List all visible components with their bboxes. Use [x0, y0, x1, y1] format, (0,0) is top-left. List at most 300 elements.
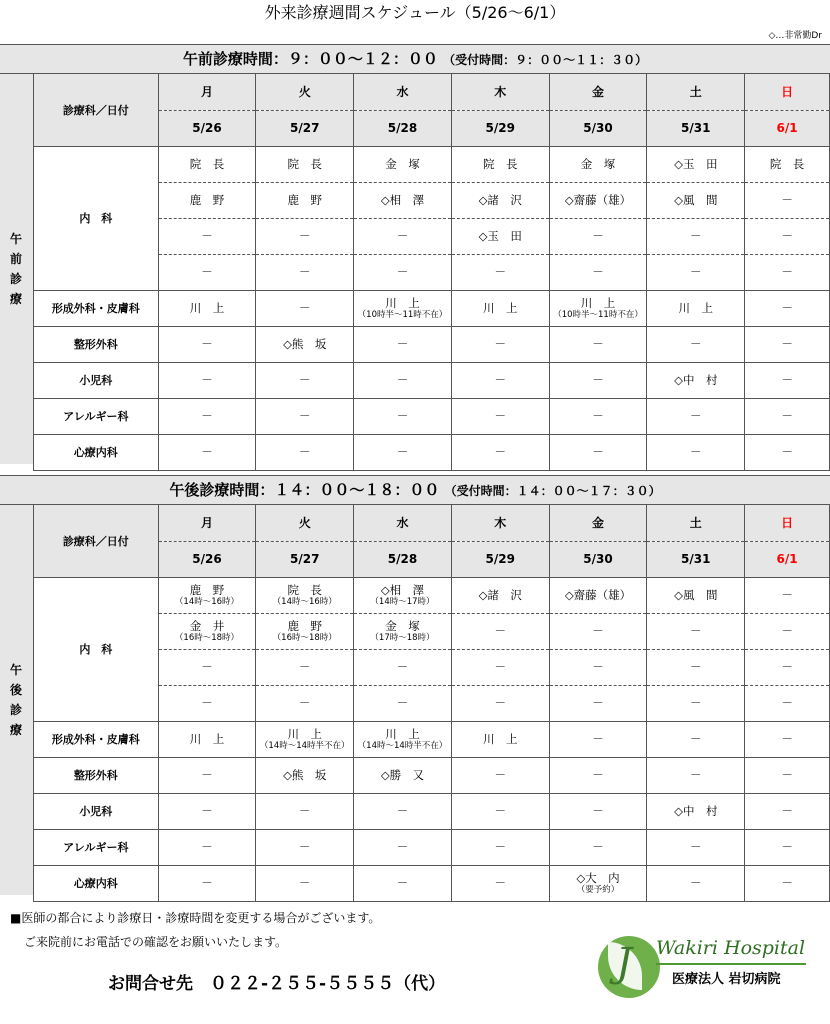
morning-side-char: 午	[9, 232, 23, 246]
schedule-cell	[745, 865, 830, 901]
schedule-cell	[745, 649, 830, 685]
date-header: 5/29	[451, 110, 549, 146]
doctor-name: 金 井	[189, 618, 225, 633]
schedule-cell	[354, 721, 452, 757]
morning-side-text	[0, 229, 33, 309]
doctor-name: －	[592, 660, 604, 674]
doctor-name: 金 塚	[385, 618, 420, 633]
doctor-name: －	[690, 445, 702, 459]
schedule-cell	[647, 362, 745, 398]
schedule-cell	[745, 326, 830, 362]
doctor-name: 院 長	[769, 157, 805, 171]
dept-date-header: 診療科／日付	[34, 505, 159, 577]
hours-note: （10時半〜11時不在）	[357, 309, 448, 320]
doctor-name: －	[299, 660, 311, 674]
schedule-cell	[451, 362, 549, 398]
hours-note: （10時半〜11時不在）	[553, 309, 643, 320]
schedule-cell	[256, 793, 354, 829]
schedule-cell	[647, 793, 745, 829]
doctor-name: －	[690, 265, 702, 279]
schedule-cell	[745, 254, 830, 290]
doctor-name: ◇玉 田	[674, 157, 718, 171]
schedule-cell	[158, 398, 256, 434]
date-header: 5/27	[256, 541, 354, 577]
hours-note: （14時〜16時）	[174, 596, 240, 607]
table-row	[34, 434, 830, 470]
afternoon-side-char: 後	[9, 683, 23, 697]
contact-phone: お問合せ先 ０２２-２５５-５５５５（代）	[108, 974, 446, 994]
doctor-name: ◇大 内	[576, 870, 620, 885]
schedule-cell	[451, 793, 549, 829]
schedule-cell	[354, 182, 452, 218]
doctor-name: －	[781, 660, 793, 674]
doctor-name: 川 上	[678, 301, 714, 315]
schedule-cell	[354, 577, 452, 613]
schedule-cell	[354, 434, 452, 470]
date-header: 5/31	[647, 110, 745, 146]
doctor-name: 院 長	[189, 157, 225, 171]
schedule-cell	[745, 182, 830, 218]
logo-letter: J	[616, 940, 633, 986]
doctor-name: －	[781, 696, 793, 710]
schedule-cell	[549, 829, 647, 865]
schedule-cell	[549, 721, 647, 757]
schedule-cell	[256, 326, 354, 362]
afternoon-schedule-table	[33, 505, 830, 902]
doctor-name: －	[201, 696, 213, 710]
doctor-name: ◇相 澤	[380, 582, 425, 597]
morning-hours-text: 午前診療時間：９：００〜１２：００	[182, 50, 438, 68]
doctor-name: －	[396, 337, 409, 351]
schedule-cell	[451, 613, 549, 649]
doctor-name: －	[781, 229, 793, 243]
schedule-cell	[158, 434, 256, 470]
table-row	[34, 829, 830, 865]
doctor-name: －	[592, 840, 604, 854]
doctor-name: －	[592, 373, 604, 387]
table-row	[34, 757, 830, 793]
day-header: 金	[549, 505, 647, 541]
doctor-name: －	[201, 445, 213, 459]
doctor-name: －	[781, 732, 793, 746]
schedule-cell	[647, 685, 745, 721]
dept-label: 内 科	[34, 577, 159, 721]
dept-label: 心療内科	[34, 434, 159, 470]
schedule-cell	[451, 829, 549, 865]
schedule-cell	[451, 218, 549, 254]
schedule-cell	[354, 362, 452, 398]
table-row	[34, 793, 830, 829]
doctor-name: －	[690, 624, 702, 638]
doctor-name: －	[690, 768, 702, 782]
schedule-cell	[451, 434, 549, 470]
table-row	[34, 146, 830, 182]
footer-notice-2: ご来院前にお電話での確認をお願いいたします。	[24, 935, 288, 949]
schedule-cell	[354, 254, 452, 290]
schedule-cell	[549, 290, 647, 326]
date-header: 5/27	[256, 110, 354, 146]
schedule-cell	[451, 865, 549, 901]
schedule-cell	[256, 721, 354, 757]
morning-header-days	[34, 74, 830, 110]
schedule-cell	[256, 218, 354, 254]
hours-note: （14時〜14時半不在）	[259, 740, 350, 751]
doctor-name: 川 上	[189, 732, 225, 746]
doctor-name: －	[781, 624, 793, 638]
doctor-name: ◇風 間	[674, 588, 718, 602]
doctor-name: 川 上	[189, 301, 225, 315]
doctor-name: －	[690, 660, 702, 674]
doctor-name: ◇諸 沢	[478, 193, 522, 207]
doctor-name: －	[592, 624, 604, 638]
schedule-cell	[158, 254, 256, 290]
doctor-name: 川 上	[580, 295, 616, 310]
day-header: 日	[745, 74, 830, 110]
doctor-name: 川 上	[385, 295, 420, 310]
dept-label: 形成外科・皮膚科	[34, 721, 159, 757]
schedule-cell	[158, 649, 256, 685]
doctor-name: －	[781, 588, 793, 602]
doctor-name: 院 長	[287, 157, 322, 171]
doctor-name: 川 上	[483, 732, 518, 746]
doctor-name: －	[299, 840, 311, 854]
schedule-cell	[256, 398, 354, 434]
doctor-name: －	[201, 768, 213, 782]
doctor-name: －	[396, 696, 409, 710]
schedule-cell	[647, 398, 745, 434]
dept-label: アレルギー科	[34, 829, 159, 865]
doctor-name: －	[781, 445, 793, 459]
doctor-name: －	[494, 660, 506, 674]
schedule-cell	[549, 685, 647, 721]
schedule-cell	[647, 577, 745, 613]
doctor-name: ◇玉 田	[478, 229, 522, 243]
afternoon-side-label	[0, 505, 34, 895]
table-row	[34, 398, 830, 434]
day-header: 木	[451, 505, 549, 541]
doctor-name: －	[781, 409, 793, 423]
afternoon-header-days	[34, 505, 830, 541]
doctor-name: 鹿 野	[189, 193, 225, 207]
doctor-name: 鹿 野	[287, 618, 322, 633]
schedule-cell	[354, 829, 452, 865]
schedule-cell	[451, 398, 549, 434]
afternoon-schedule-section	[0, 475, 830, 895]
date-header: 6/1	[745, 541, 830, 577]
day-header: 月	[158, 505, 256, 541]
schedule-cell	[354, 613, 452, 649]
day-header: 月	[158, 74, 256, 110]
doctor-name: －	[781, 337, 793, 351]
doctor-name: －	[299, 373, 311, 387]
schedule-cell	[158, 146, 256, 182]
date-header: 5/26	[158, 541, 256, 577]
doctor-name: －	[592, 445, 604, 459]
doctor-name: －	[396, 409, 409, 423]
date-header: 5/28	[354, 541, 452, 577]
doctor-name: －	[299, 409, 311, 423]
doctor-name: －	[299, 265, 311, 279]
doctor-name: －	[299, 804, 311, 818]
doctor-name: －	[201, 660, 213, 674]
doctor-name: 川 上	[287, 726, 322, 741]
morning-side-label	[0, 74, 34, 464]
dept-label: 整形外科	[34, 757, 159, 793]
doctor-name: －	[494, 373, 506, 387]
doctor-name: －	[201, 265, 213, 279]
day-header: 火	[256, 505, 354, 541]
schedule-cell	[256, 146, 354, 182]
doctor-name: －	[396, 373, 409, 387]
schedule-cell	[451, 326, 549, 362]
schedule-cell	[647, 254, 745, 290]
doctor-name: －	[494, 409, 506, 423]
doctor-name: －	[690, 409, 702, 423]
schedule-cell	[549, 649, 647, 685]
schedule-cell	[158, 362, 256, 398]
schedule-cell	[647, 290, 745, 326]
dept-label: アレルギー科	[34, 398, 159, 434]
doctor-name: －	[396, 265, 409, 279]
doctor-name: －	[201, 373, 213, 387]
schedule-cell	[158, 613, 256, 649]
schedule-cell	[549, 326, 647, 362]
schedule-cell	[549, 146, 647, 182]
doctor-name: 鹿 野	[287, 193, 322, 207]
afternoon-side-char: 療	[9, 723, 23, 737]
dept-label: 整形外科	[34, 326, 159, 362]
doctor-name: －	[690, 337, 702, 351]
dept-label: 形成外科・皮膚科	[34, 290, 159, 326]
doctor-name: －	[299, 696, 311, 710]
doctor-name: ◇熊 坂	[283, 768, 327, 782]
schedule-cell	[451, 146, 549, 182]
schedule-cell	[745, 757, 830, 793]
schedule-cell	[647, 721, 745, 757]
doctor-name: －	[201, 229, 213, 243]
doctor-name: －	[592, 696, 604, 710]
doctor-name: 鹿 野	[189, 582, 225, 597]
hours-note: （14時〜14時半不在）	[357, 740, 448, 751]
doctor-name: －	[396, 840, 409, 854]
day-header: 金	[549, 74, 647, 110]
schedule-cell	[549, 793, 647, 829]
doctor-name: －	[299, 229, 311, 243]
afternoon-side-char: 診	[9, 703, 23, 717]
schedule-cell	[354, 649, 452, 685]
footer-notice: ■医師の都合により診療日・診療時間を変更する場合がございます。	[10, 911, 381, 925]
doctor-name: －	[396, 804, 409, 818]
hours-note: （14時〜16時）	[272, 596, 337, 607]
day-header: 水	[354, 505, 452, 541]
doctor-name: －	[201, 804, 213, 818]
doctor-name: －	[690, 696, 702, 710]
schedule-cell	[158, 218, 256, 254]
schedule-cell	[256, 865, 354, 901]
schedule-cell	[647, 218, 745, 254]
schedule-cell	[256, 829, 354, 865]
schedule-cell	[256, 362, 354, 398]
legend-note: ◇…非常勤Dr	[768, 31, 822, 41]
doctor-name: 川 上	[385, 726, 420, 741]
doctor-name: －	[592, 768, 604, 782]
schedule-cell	[745, 613, 830, 649]
schedule-cell	[647, 865, 745, 901]
table-row	[34, 721, 830, 757]
afternoon-side-text	[0, 660, 33, 740]
dept-label: 小児科	[34, 362, 159, 398]
schedule-cell	[158, 182, 256, 218]
schedule-cell	[256, 613, 354, 649]
schedule-cell	[158, 326, 256, 362]
doctor-name: －	[201, 840, 213, 854]
day-header: 日	[745, 505, 830, 541]
afternoon-hours-banner	[0, 476, 830, 505]
schedule-cell	[647, 649, 745, 685]
doctor-name: －	[494, 696, 506, 710]
schedule-cell	[158, 721, 256, 757]
schedule-cell	[549, 398, 647, 434]
date-header: 5/31	[647, 541, 745, 577]
schedule-cell	[256, 182, 354, 218]
table-row	[34, 362, 830, 398]
day-header: 火	[256, 74, 354, 110]
doctor-name: －	[690, 876, 702, 890]
doctor-name: －	[592, 229, 604, 243]
date-header: 5/26	[158, 110, 256, 146]
day-header: 水	[354, 74, 452, 110]
schedule-cell	[354, 398, 452, 434]
schedule-cell	[745, 218, 830, 254]
doctor-name: －	[592, 409, 604, 423]
doctor-name: －	[781, 301, 793, 315]
hours-note: （14時〜17時）	[370, 596, 435, 607]
doctor-name: －	[781, 265, 793, 279]
dept-label: 小児科	[34, 793, 159, 829]
doctor-name: －	[396, 229, 409, 243]
date-header: 5/30	[549, 541, 647, 577]
page-title: 外来診療週間スケジュール（5/26〜6/1）	[264, 3, 566, 22]
schedule-cell	[256, 577, 354, 613]
doctor-name: －	[494, 337, 506, 351]
schedule-cell	[158, 865, 256, 901]
schedule-cell	[451, 577, 549, 613]
schedule-cell	[158, 793, 256, 829]
doctor-name: －	[494, 804, 506, 818]
morning-schedule-table	[33, 74, 830, 471]
doctor-name: ◇齋藤（雄）	[564, 193, 632, 207]
schedule-cell	[256, 685, 354, 721]
schedule-cell	[549, 182, 647, 218]
schedule-cell	[158, 577, 256, 613]
doctor-name: ◇勝 又	[380, 768, 425, 782]
morning-reception-text: （受付時間：９：００〜１１：３０）	[443, 53, 648, 67]
doctor-name: －	[690, 840, 702, 854]
schedule-cell	[647, 326, 745, 362]
schedule-cell	[354, 757, 452, 793]
doctor-name: －	[690, 229, 702, 243]
doctor-name: －	[494, 840, 506, 854]
table-row	[34, 290, 830, 326]
schedule-cell	[745, 685, 830, 721]
day-header: 土	[647, 74, 745, 110]
table-row	[34, 865, 830, 901]
doctor-name: －	[201, 876, 213, 890]
doctor-name: －	[781, 193, 793, 207]
doctor-name: －	[592, 804, 604, 818]
afternoon-hours-text: 午後診療時間：１４：００〜１８：００	[169, 481, 440, 499]
doctor-name: －	[781, 373, 793, 387]
afternoon-side-char: 午	[9, 663, 23, 677]
doctor-name: 院 長	[287, 582, 322, 597]
schedule-cell	[451, 254, 549, 290]
doctor-name: ◇相 澤	[380, 193, 425, 207]
doctor-name: －	[781, 876, 793, 890]
schedule-cell	[354, 865, 452, 901]
schedule-cell	[745, 577, 830, 613]
doctor-name: －	[396, 445, 409, 459]
schedule-cell	[647, 146, 745, 182]
schedule-cell	[256, 757, 354, 793]
doctor-name: －	[201, 337, 213, 351]
doctor-name: ◇風 間	[674, 193, 718, 207]
day-header: 木	[451, 74, 549, 110]
schedule-cell	[354, 326, 452, 362]
schedule-cell	[158, 757, 256, 793]
date-header: 6/1	[745, 110, 830, 146]
schedule-cell	[549, 254, 647, 290]
dept-label: 内 科	[34, 146, 159, 290]
schedule-cell	[647, 434, 745, 470]
doctor-name: －	[781, 804, 793, 818]
schedule-cell	[647, 829, 745, 865]
doctor-name: －	[494, 624, 506, 638]
schedule-cell	[451, 649, 549, 685]
logo-wordmark: Wakiri Hospital	[656, 937, 806, 959]
day-header: 土	[647, 505, 745, 541]
morning-side-char: 診	[9, 272, 23, 286]
schedule-cell	[745, 290, 830, 326]
schedule-cell	[745, 721, 830, 757]
schedule-cell	[158, 290, 256, 326]
afternoon-reception-text: （受付時間：１４：００〜１７：３０）	[444, 484, 661, 498]
schedule-cell	[745, 146, 830, 182]
doctor-name: －	[201, 409, 213, 423]
hospital-logo	[598, 932, 808, 1002]
doctor-name: ◇中 村	[674, 373, 718, 387]
schedule-cell	[451, 757, 549, 793]
doctor-name: 院 長	[483, 157, 518, 171]
doctor-name: －	[592, 732, 604, 746]
doctor-name: －	[299, 301, 311, 315]
schedule-cell	[451, 721, 549, 757]
doctor-name: －	[781, 768, 793, 782]
schedule-cell	[158, 829, 256, 865]
doctor-name: －	[299, 876, 311, 890]
doctor-name: －	[592, 337, 604, 351]
schedule-cell	[745, 829, 830, 865]
schedule-cell	[354, 290, 452, 326]
doctor-name: －	[494, 265, 506, 279]
table-row	[34, 577, 830, 613]
doctor-name: －	[592, 265, 604, 279]
morning-hours-banner	[0, 45, 830, 74]
schedule-cell	[256, 254, 354, 290]
table-row	[34, 326, 830, 362]
doctor-name: －	[396, 876, 409, 890]
schedule-cell	[745, 362, 830, 398]
hours-note: （16時〜18時）	[272, 632, 337, 643]
